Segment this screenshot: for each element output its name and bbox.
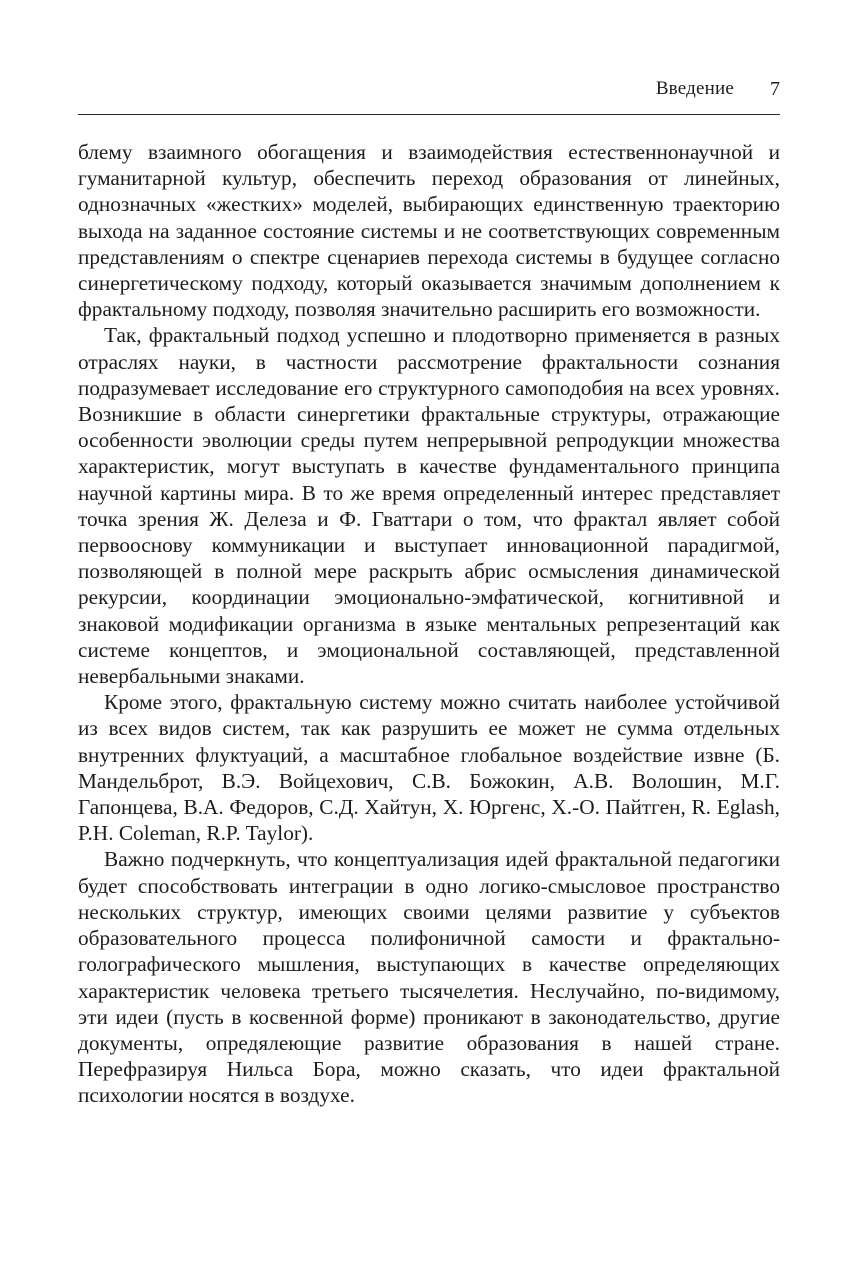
paragraph-continued: блему взаимного обогащения и взаимодействия естественнонаучной и гуманитарной культур, обеспечить переход образования от линейных, однозначных «жестких» моделей, выбирающих единственную траекторию выхода на заданное состояние системы и не соответствующих современным представлениям о спектре сценариев перехода системы в будущее согласно синергетическому подходу, который оказывается значимым дополнением к фрактальному подходу, позволяя значительно расширить его возможности. [78,140,780,322]
paragraph: Так, фрактальный подход успешно и плодотворно применяется в разных отраслях науки, в частности рассмотрение фрактальности сознания подразумевает исследование его структурного самоподобия на всех уровнях. Возникшие в области синергетики фрактальные структуры, отражающие особенности эволюции среды путем непрерывной репродукции множества характеристик, могут выступать в качестве фундаментального принципа научной картины мира. В то же время определенный интерес представляет точка зрения Ж. Делеза и Ф. Гваттари о том, что фрактал являет собой первооснову коммуникации и выступает инновационной парадигмой, позволяющей в полной мере раскрыть абрис осмысления динамической рекурсии, координации эмоционально-эмфатической, когнитивной и знаковой модификации организма в языке ментальных репрезентаций как системе концептов, и эмоциональной составляющей, представленной невербальными знаками. [78,323,780,689]
header-divider [78,114,780,115]
body-text [78,139,780,1109]
paragraph: Кроме этого, фрактальную систему можно считать наиболее устойчивой из всех видов систем, так как разрушить ее может не сумма отдельных внутренних флуктуаций, а масштабное глобальное воздействие извне (Б. Мандельброт, В.Э. Войцехович, С.В. Божокин, А.В. Волошин, М.Г. Гапонцева, В.А. Федоров, С.Д. Хайтун, Х. Юргенс, Х.-О. Пайтген, R. Eglash, P.H. Coleman, R.P. Taylor). [78,690,780,846]
section-title: Введение [655,78,734,99]
page-number: 7 [770,78,780,100]
paragraph: Важно подчеркнуть, что концептуализация идей фрактальной педагогики будет способствовать интеграции в одно логико-смысловое пространство нескольких структур, имеющих своими целями развитие у субъектов образовательного процесса полифоничной самости и фрактально-голографического мышления, выступающих в качестве определяющих характеристик человека третьего тысячелетия. Неслучайно, по-видимому, эти идеи (пусть в косвенной форме) проникают в законодательство, другие документы, опредялеющие развитие образования в нашей стране. Перефразируя Нильса Бора, можно сказать, что идеи фрактальной психологии носятся в воздухе. [78,847,780,1108]
running-head [78,74,780,104]
